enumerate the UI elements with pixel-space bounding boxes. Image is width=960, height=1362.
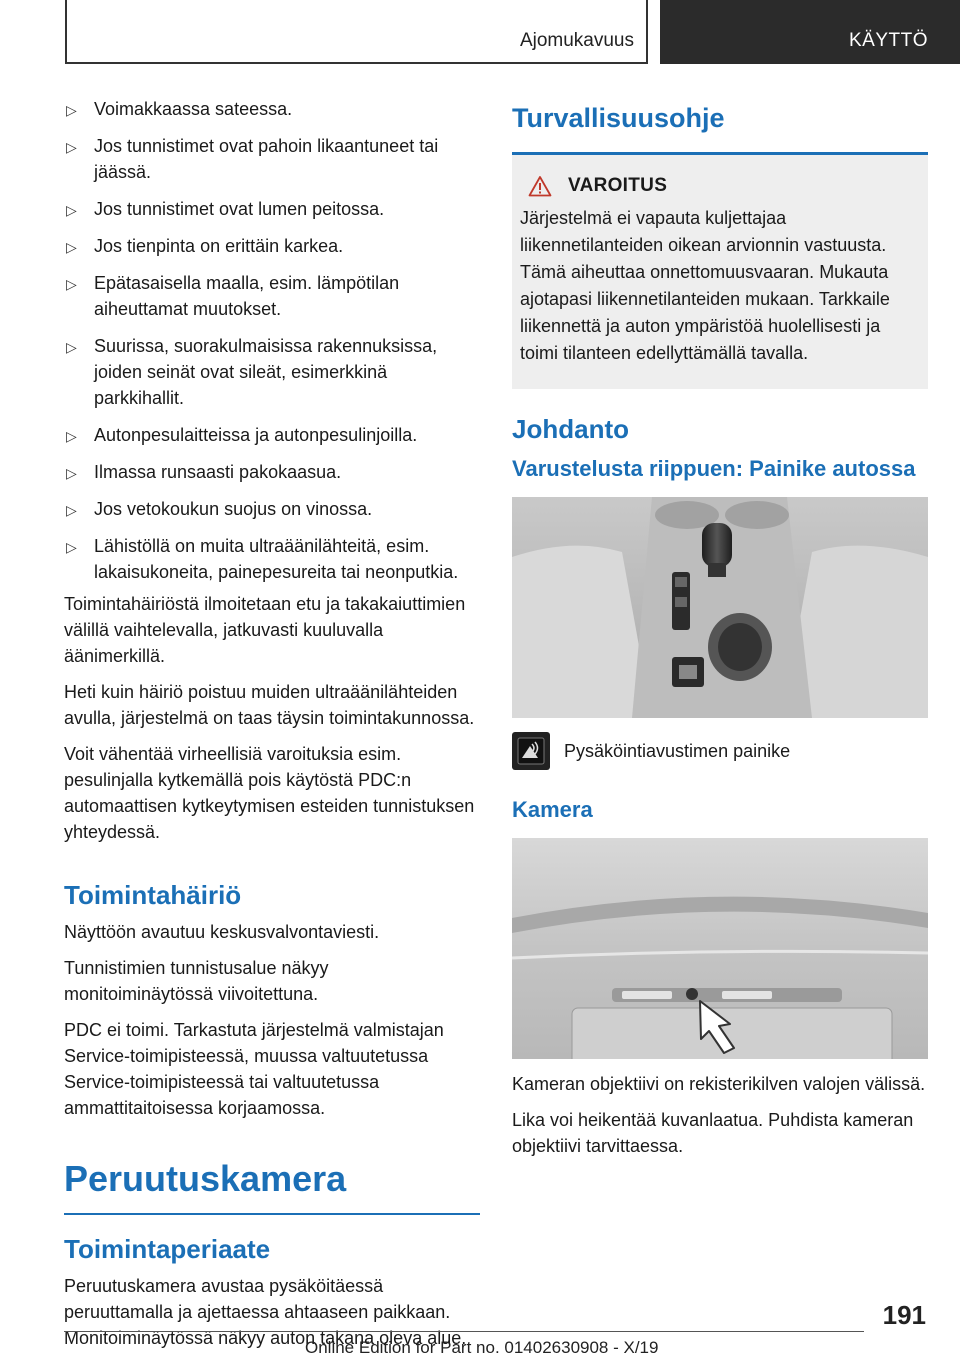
right-column — [512, 98, 928, 1169]
rear-camera-image — [512, 838, 928, 1059]
list-item: ▷ Ilmassa runsaasti pakokaasua. — [64, 459, 480, 485]
rear-camera-heading: Peruutuskamera — [64, 1157, 480, 1215]
camera-paragraph-1: Kameran objektiivi on rekisterikilven valojen välissä. — [512, 1074, 926, 1094]
list-item: ▷ Jos tienpinta on erittäin karkea. — [64, 233, 480, 259]
rear-camera-illustration — [512, 838, 928, 1059]
page-number: 191 — [882, 1300, 926, 1330]
footer-divider — [64, 1331, 864, 1332]
safety-heading: Turvallisuusohje — [512, 98, 928, 155]
warning-title: VAROITUS — [568, 175, 668, 196]
bullet-triangle-icon: ▷ — [66, 465, 77, 481]
footer-edition: Online Edition for Part no. 01402630908 - X/19 — [305, 1338, 659, 1357]
camera-paragraph-2: Lika voi heikentää kuvanlaatua. Puhdista kameran objektiivi tarvittaessa. — [512, 1110, 914, 1156]
list-item: ▷ Jos tunnistimet ovat pahoin likaantuneet tai jäässä. — [66, 136, 439, 182]
bullet-triangle-icon: ▷ — [66, 539, 77, 555]
bullet-triangle-icon: ▷ — [66, 202, 77, 218]
list-item: ▷ Suurissa, suorakulmaisissa rakennuksissa, joiden seinät ovat sileät, esimerkkinä parkkihallit. — [66, 336, 438, 408]
bullet-triangle-icon: ▷ — [66, 339, 77, 355]
park-assist-icon — [516, 736, 546, 766]
header-chapter-box — [660, 0, 960, 64]
malfunction-paragraph-3: PDC ei toimi. Tarkastuta järjestelmä valmistajan Service-toimipisteessä, muussa valtuutetussa Service-toimipisteessä tai valtuutetussa ammattitaitoisessa korjaamossa. — [64, 1020, 444, 1118]
button-caption-row — [512, 732, 928, 770]
condition-list — [64, 96, 480, 585]
header-section-title: Ajomukavuus — [519, 30, 634, 51]
bullet-triangle-icon: ▷ — [66, 502, 77, 518]
center-console-illustration — [512, 497, 928, 718]
header-chapter-title: KÄYTTÖ — [848, 30, 928, 51]
list-item: ▷ Lähistöllä on muita ultraäänilähteitä, esim. lakaisukoneita, painepesureita tai neonputkia. — [66, 536, 459, 582]
button-caption: Pysäköintiavustimen painike — [564, 740, 791, 761]
list-item: ▷ Jos tunnistimet ovat lumen peitossa. — [64, 196, 480, 222]
warning-triangle-icon — [528, 175, 552, 197]
left-column — [64, 96, 480, 1361]
bullet-triangle-icon: ▷ — [66, 139, 77, 155]
bullet-triangle-icon: ▷ — [66, 102, 77, 118]
camera-heading: Kamera — [512, 797, 593, 822]
list-item: ▷ Epätasaisella maalla, esim. lämpötilan aiheuttamat muutokset. — [66, 273, 400, 319]
principle-paragraph: Peruutuskamera avustaa pysäköitäessä peruuttamalla ja ajettaessa ahtaaseen paikkaan. Monitoiminäytössä näkyy auton takana oleva alue. — [64, 1276, 467, 1348]
header-section-box — [65, 0, 648, 64]
paragraph-malfunction-signal: Toimintahäiriöstä ilmoitetaan etu ja takakaiuttimien välillä vaihtelevalla, jatkuvasti kuuluvalla äänimerkillä. — [64, 594, 466, 666]
intro-heading: Johdanto — [512, 414, 629, 444]
bullet-triangle-icon: ▷ — [66, 276, 77, 292]
principle-heading: Toimintaperiaate — [64, 1234, 271, 1264]
malfunction-heading: Toimintahäiriö — [64, 880, 242, 910]
warning-box — [512, 155, 928, 389]
bullet-triangle-icon: ▷ — [66, 239, 77, 255]
button-heading: Varustelusta riippuen: Painike autossa — [512, 456, 916, 481]
list-item: ▷ Voimakkaassa sateessa. — [64, 96, 480, 122]
malfunction-paragraph-2: Tunnistimien tunnistusalue näkyy monitoiminäytössä viivoitettuna. — [64, 958, 329, 1004]
list-item: ▷ Jos vetokoukun suojus on vinossa. — [64, 496, 480, 522]
warning-text: Järjestelmä ei vapauta kuljettajaa liikennetilanteiden oikean arvionnin vastuusta. Tämä aiheuttaa onnettomuusvaaran. Mukauta ajotapasi liikennetilanteiden mukaan. Tarkkaile liikennettä ja auton ympäristöä huolellisesti ja toimi tilanteen edellyttämällä tavalla. — [520, 208, 890, 363]
paragraph-reduce-warnings: Voit vähentää virheellisiä varoituksia esim. pesulinjalla kytkemällä pois käytöstä PDC:n automaattisen kytkeytymisen esteiden tunnistuksen yhteydessä. — [64, 744, 475, 842]
warning-header — [520, 175, 920, 197]
center-console-image — [512, 497, 928, 718]
list-item: ▷ Autonpesulaitteissa ja autonpesulinjoilla. — [64, 422, 480, 448]
malfunction-paragraph-1: Näyttöön avautuu keskusvalvontaviesti. — [64, 922, 380, 942]
bullet-triangle-icon: ▷ — [66, 428, 77, 444]
park-assist-button-icon — [512, 732, 550, 770]
paragraph-recovery: Heti kuin häiriö poistuu muiden ultraäänilähteiden avulla, järjestelmä on taas täysin toimintakunnossa. — [64, 682, 475, 728]
